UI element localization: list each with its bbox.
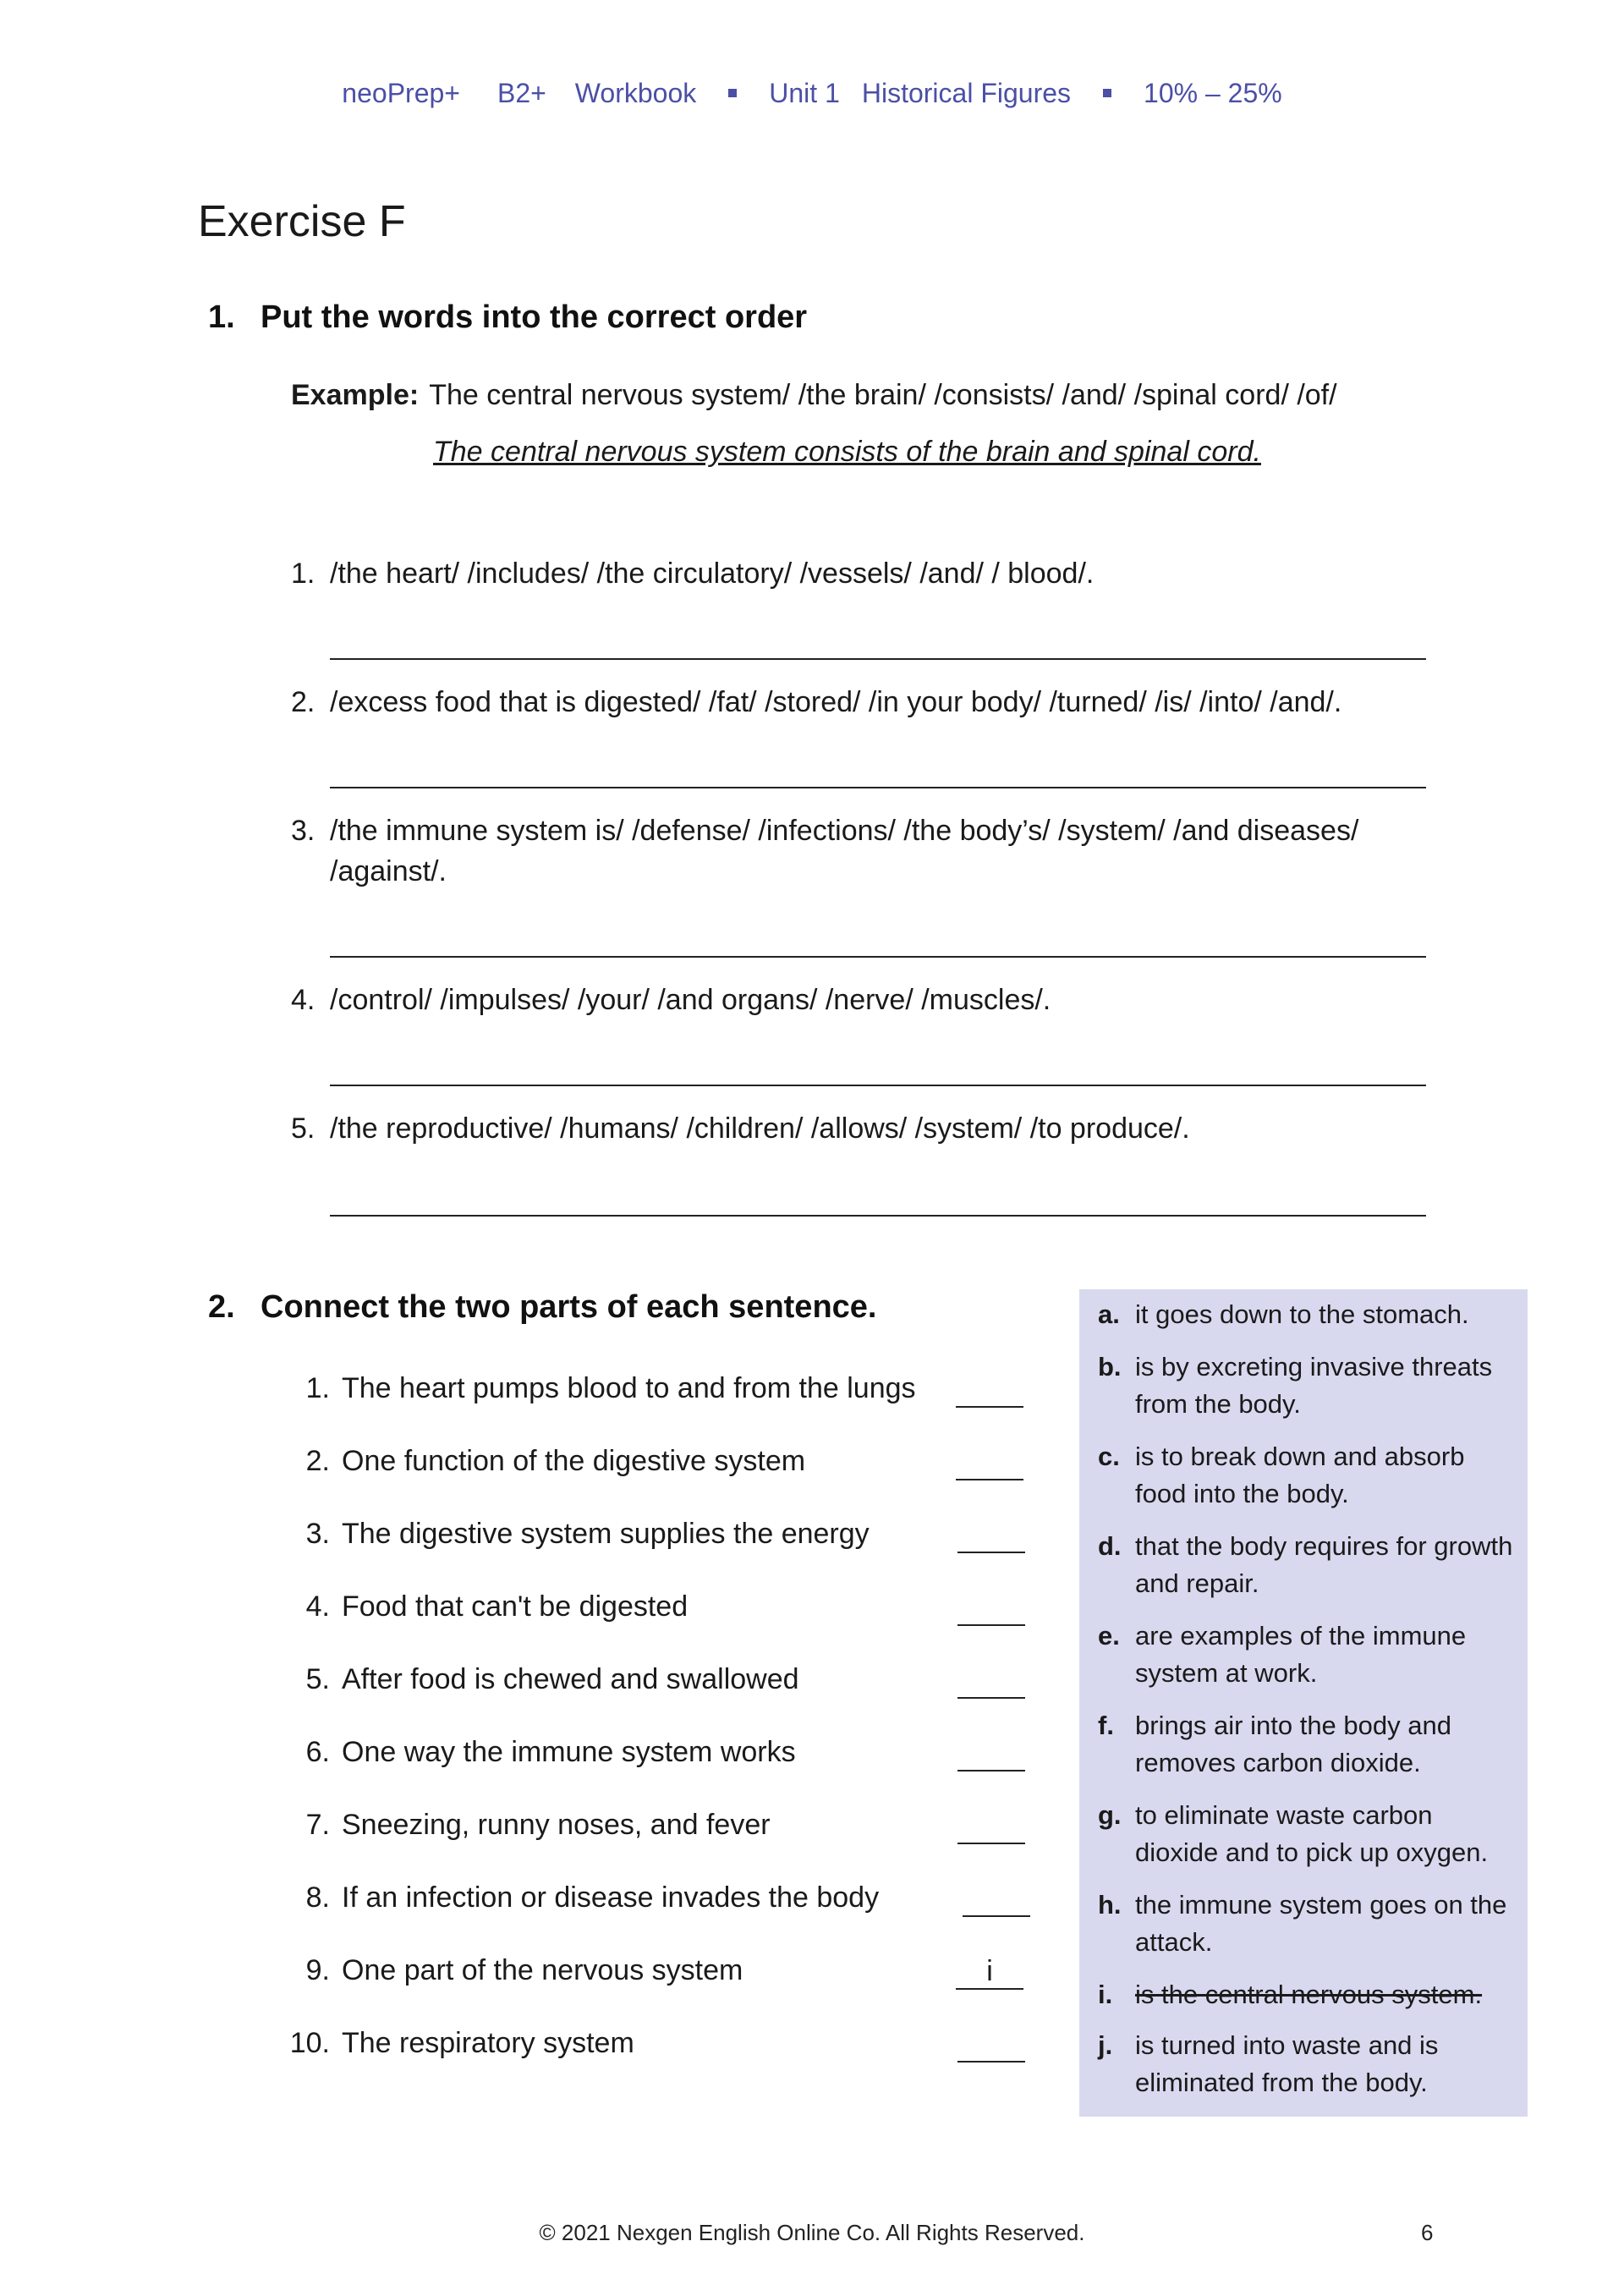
item-text: One way the immune system works bbox=[342, 1736, 796, 1768]
answer-line-3[interactable] bbox=[330, 956, 1426, 958]
example bbox=[291, 379, 1337, 412]
match-blank-5[interactable] bbox=[957, 1663, 1025, 1699]
match-blank-1[interactable] bbox=[956, 1372, 1023, 1408]
sentence-start-2 bbox=[254, 1445, 1032, 1478]
item-text: The respiratory system bbox=[342, 2027, 634, 2059]
header-range: 10% – 25% bbox=[1144, 78, 1282, 108]
sentence-start-1 bbox=[254, 1372, 1032, 1405]
sentence-start-6 bbox=[254, 1736, 1032, 1769]
section1-title bbox=[208, 299, 807, 336]
option-letter: b. bbox=[1098, 1352, 1122, 1381]
reorder-item-number: 3. bbox=[291, 815, 315, 847]
header-unit: Unit 1 bbox=[769, 78, 840, 108]
section1-title-text: Put the words into the correct order bbox=[261, 299, 808, 335]
header-brand: neoPrep+ bbox=[342, 78, 460, 108]
reorder-item-2 bbox=[291, 682, 1441, 722]
option-letter: i. bbox=[1098, 1980, 1113, 2009]
option-letter: f. bbox=[1098, 1711, 1114, 1740]
match-blank-10[interactable] bbox=[957, 2027, 1025, 2063]
item-text: Food that can't be digested bbox=[342, 1590, 689, 1623]
answer-line-4[interactable] bbox=[330, 1085, 1426, 1086]
item-text: The heart pumps blood to and from the lungs bbox=[342, 1372, 916, 1404]
header-level: B2+ bbox=[497, 78, 546, 108]
sentence-start-3 bbox=[254, 1518, 1032, 1551]
section2-number: 2. bbox=[208, 1289, 235, 1325]
sentence-start-7 bbox=[254, 1809, 1032, 1842]
page-title: Exercise F bbox=[198, 197, 406, 246]
answer-line-2[interactable] bbox=[330, 787, 1426, 788]
page-number: 6 bbox=[1421, 2220, 1434, 2245]
item-text: The digestive system supplies the energy bbox=[342, 1518, 870, 1550]
reorder-item-number: 2. bbox=[291, 686, 315, 718]
sentence-start-5 bbox=[254, 1663, 1032, 1696]
option-f bbox=[1098, 1707, 1521, 1782]
item-text: One function of the digestive system bbox=[342, 1445, 806, 1477]
separator-square-icon bbox=[728, 89, 737, 97]
item-number: 2. bbox=[305, 1445, 330, 1477]
item-number: 7. bbox=[305, 1809, 330, 1841]
option-text: that the body requires for growth and repair. bbox=[1135, 1531, 1513, 1598]
answer-options-box bbox=[1079, 1289, 1528, 2117]
sentence-start-8 bbox=[254, 1881, 1032, 1914]
item-text: Sneezing, runny noses, and fever bbox=[342, 1809, 771, 1841]
page-header bbox=[0, 78, 1624, 109]
option-b bbox=[1098, 1348, 1521, 1423]
section1-number: 1. bbox=[208, 299, 235, 335]
sentence-start-4 bbox=[254, 1590, 1032, 1623]
option-letter: g. bbox=[1098, 1800, 1122, 1830]
reorder-item-3 bbox=[291, 810, 1441, 892]
reorder-item-1 bbox=[291, 553, 1441, 594]
example-label: Example: bbox=[291, 379, 420, 411]
reorder-item-number: 1. bbox=[291, 558, 315, 590]
option-h bbox=[1098, 1887, 1521, 1961]
option-text: is the central nervous system. bbox=[1135, 1980, 1483, 2009]
answer-line-5[interactable] bbox=[330, 1215, 1426, 1217]
option-text: brings air into the body and removes carbon dioxide. bbox=[1135, 1711, 1451, 1777]
option-letter: d. bbox=[1098, 1531, 1122, 1561]
item-number: 1. bbox=[305, 1372, 330, 1404]
option-c bbox=[1098, 1438, 1521, 1513]
item-number: 4. bbox=[305, 1590, 330, 1623]
header-topic: Historical Figures bbox=[861, 78, 1072, 108]
reorder-item-number: 4. bbox=[291, 984, 315, 1016]
match-blank-3[interactable] bbox=[957, 1518, 1025, 1553]
option-a bbox=[1098, 1296, 1521, 1333]
option-text: is by excreting invasive threats from the body. bbox=[1135, 1352, 1493, 1419]
item-text: After food is chewed and swallowed bbox=[342, 1663, 799, 1695]
sentence-start-10 bbox=[254, 2027, 1032, 2060]
match-blank-6[interactable] bbox=[957, 1736, 1025, 1771]
separator-square-icon bbox=[1103, 89, 1111, 97]
reorder-item-text: /control/ /impulses/ /your/ /and organs/ /nerve/ /muscles/. bbox=[330, 984, 1051, 1016]
match-blank-9[interactable]: i bbox=[956, 1954, 1023, 1990]
header-book: Workbook bbox=[574, 78, 697, 108]
reorder-item-4 bbox=[291, 980, 1441, 1020]
item-number: 5. bbox=[305, 1663, 330, 1695]
reorder-item-text: /the heart/ /includes/ /the circulatory/ /vessels/ /and/ / blood/. bbox=[330, 558, 1095, 590]
option-d bbox=[1098, 1528, 1521, 1602]
option-letter: c. bbox=[1098, 1442, 1120, 1471]
option-text: to eliminate waste carbon dioxide and to pick up oxygen. bbox=[1135, 1800, 1489, 1867]
item-text: If an infection or disease invades the body bbox=[342, 1881, 880, 1914]
item-text: One part of the nervous system bbox=[342, 1954, 743, 1986]
option-text: are examples of the immune system at work. bbox=[1135, 1621, 1467, 1688]
answer-line-1[interactable] bbox=[330, 658, 1426, 660]
reorder-item-number: 5. bbox=[291, 1112, 315, 1145]
match-blank-7[interactable] bbox=[957, 1809, 1025, 1844]
match-blank-2[interactable] bbox=[956, 1445, 1023, 1480]
reorder-item-text: /excess food that is digested/ /fat/ /stored/ /in your body/ /turned/ /is/ /into/ /and/. bbox=[330, 686, 1342, 718]
option-text: it goes down to the stomach. bbox=[1135, 1299, 1469, 1329]
option-j bbox=[1098, 2027, 1521, 2101]
item-number: 6. bbox=[305, 1736, 330, 1768]
option-letter: h. bbox=[1098, 1890, 1122, 1920]
option-text: the immune system goes on the attack. bbox=[1135, 1890, 1507, 1957]
copyright-footer: © 2021 Nexgen English Online Co. All Rights Reserved. bbox=[539, 2220, 1085, 2245]
item-number: 9. bbox=[305, 1954, 330, 1986]
option-letter: e. bbox=[1098, 1621, 1120, 1651]
option-text: is to break down and absorb food into the body. bbox=[1135, 1442, 1465, 1508]
option-text: is turned into waste and is eliminated from the body. bbox=[1135, 2030, 1439, 2097]
example-text: The central nervous system/ /the brain/ /consists/ /and/ /spinal cord/ /of/ bbox=[429, 379, 1337, 411]
match-blank-4[interactable] bbox=[957, 1590, 1025, 1626]
option-letter: a. bbox=[1098, 1299, 1120, 1329]
option-g bbox=[1098, 1797, 1521, 1871]
option-i-used bbox=[1098, 1976, 1521, 2013]
option-letter: j. bbox=[1098, 2030, 1113, 2060]
item-number: 10. bbox=[289, 2027, 330, 2059]
match-blank-8[interactable] bbox=[963, 1881, 1030, 1917]
reorder-item-text: /the immune system is/ /defense/ /infections/ /the body’s/ /system/ /and diseases/ /against/. bbox=[330, 815, 1359, 887]
item-number: 3. bbox=[305, 1518, 330, 1550]
reorder-item-text: /the reproductive/ /humans/ /children/ /allows/ /system/ /to produce/. bbox=[330, 1112, 1190, 1145]
item-number: 8. bbox=[305, 1881, 330, 1914]
section2-title-text: Connect the two parts of each sentence. bbox=[261, 1289, 877, 1325]
example-answer: The central nervous system consists of the brain and spinal cord. bbox=[433, 436, 1261, 468]
sentence-start-9 bbox=[254, 1954, 1032, 1987]
section2-title bbox=[208, 1289, 876, 1326]
option-e bbox=[1098, 1618, 1521, 1692]
reorder-item-5 bbox=[291, 1108, 1441, 1149]
